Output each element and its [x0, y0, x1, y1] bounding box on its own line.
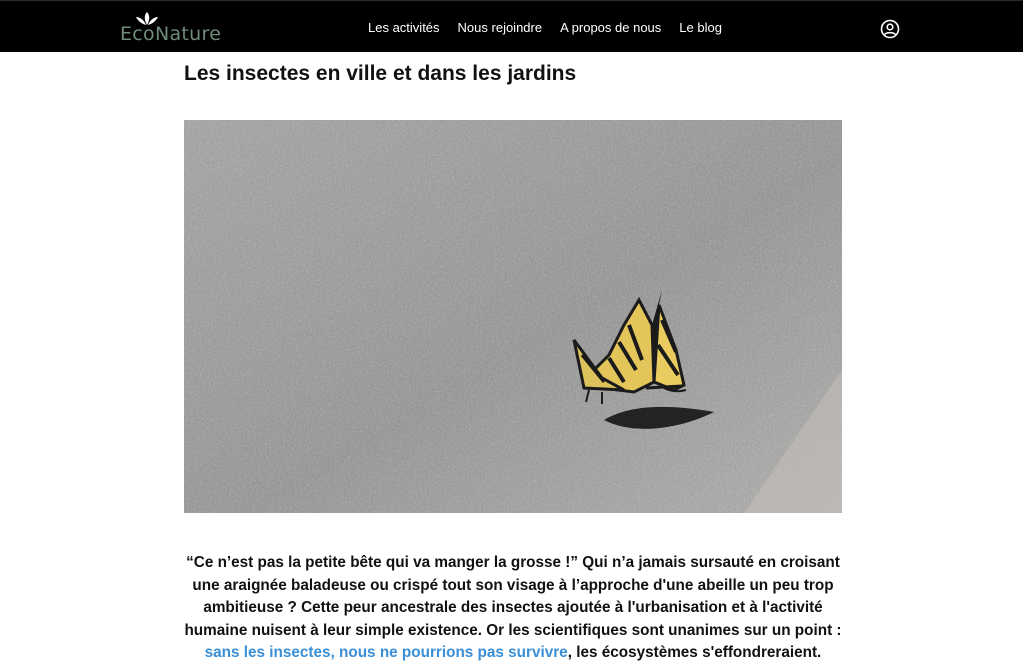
- nav-link-blog[interactable]: Le blog: [679, 19, 722, 35]
- article-intro: [172, 552, 854, 665]
- article-title: Les insectes en ville et dans les jardins: [184, 62, 577, 85]
- intro-text: “Ce n’est pas la petite bête qui va manger la grosse !” Qui n’a jamais sursauté en croisant une araignée baladeuse ou crispé tout son visage à l’approche d'une abeille un peu trop ambitieuse ? Cette peur ancestrale des insectes ajoutée à l'urbanisation et à l'activité humaine nuisent à leur simple existence. Or les scientifiques sont unanimes sur un point :: [184, 554, 842, 639]
- intro-text-end: , les écosystèmes s'effondreraient.: [567, 644, 822, 661]
- top-navbar: [0, 0, 1023, 52]
- hero-image: [184, 120, 842, 513]
- nav-link-activites[interactable]: Les activités: [368, 19, 440, 35]
- nav-link-a-propos[interactable]: A propos de nous: [560, 19, 662, 35]
- brand-name: EcoNature: [120, 23, 222, 45]
- nav-link-rejoindre[interactable]: Nous rejoindre: [457, 19, 543, 35]
- butterfly-photo: [184, 120, 842, 513]
- inline-link-survival[interactable]: sans les insectes, nous ne pourrions pas survivre: [204, 644, 568, 661]
- brand-logo[interactable]: [120, 12, 220, 44]
- main-nav: [368, 1, 740, 53]
- user-circle-icon[interactable]: [880, 19, 900, 39]
